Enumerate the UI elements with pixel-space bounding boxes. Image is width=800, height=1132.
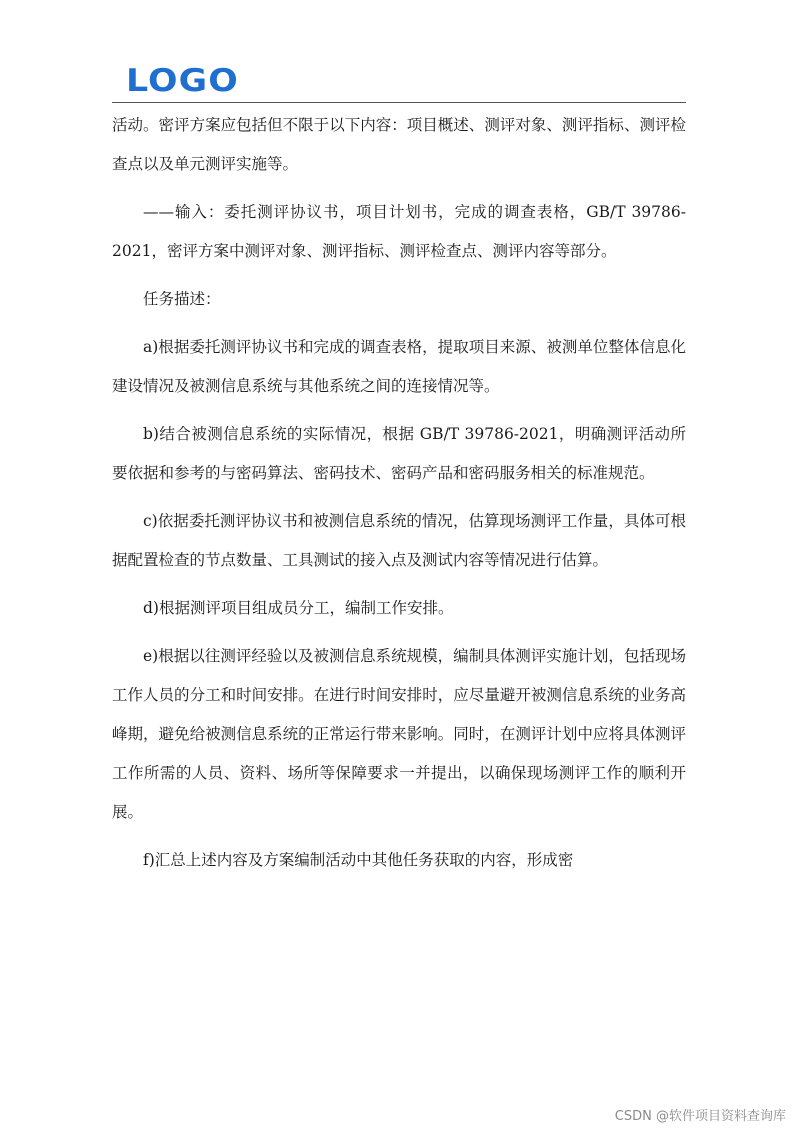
paragraph-item-c: c)依据委托测评协议书和被测信息系统的情况，估算现场测评工作量，具体可根据配置检查的节点数量、工具测试的接入点及测试内容等情况进行估算。 <box>112 512 686 569</box>
paragraph-item-f: f)汇总上述内容及方案编制活动中其他任务获取的内容，形成密 <box>143 851 574 869</box>
logo: LOGO <box>126 63 239 99</box>
watermark: CSDN @软件项目资料查询库 <box>614 1109 786 1124</box>
paragraph-task-heading: 任务描述： <box>143 290 221 308</box>
page-header <box>112 60 686 103</box>
paragraph-item-d: d)根据测评项目组成员分工，编制工作安排。 <box>143 599 454 617</box>
paragraph-item-a: a)根据委托测评协议书和完成的调查表格，提取项目来源、被测单位整体信息化建设情况及被测信息系统与其他系统之间的连接情况等。 <box>112 338 686 395</box>
paragraph-item-e: e)根据以往测评经验以及被测信息系统规模，编制具体测评实施计划，包括现场工作人员的分工和时间安排。在进行时间安排时，应尽量避开被测信息系统的业务高峰期，避免给被测信息系统的正常运行带来影响。同时，在测评计划中应将具体测评工作所需的人员、资料、场所等保障要求一并提出，以确保现场测评工作的顺利开展。 <box>112 647 686 821</box>
paragraph-item-b: b)结合被测信息系统的实际情况，根据 GB/T 39786-2021，明确测评活动所要依据和参考的与密码算法、密码技术、密码产品和密码服务相关的标准规范。 <box>112 425 686 482</box>
paragraph-continuation: 活动。密评方案应包括但不限于以下内容：项目概述、测评对象、测评指标、测评检查点以及单元测评实施等。 <box>112 116 686 173</box>
document-body <box>112 106 686 880</box>
paragraph-input: ——输入：委托测评协议书，项目计划书，完成的调查表格，GB/T 39786-2021，密评方案中测评对象、测评指标、测评检查点、测评内容等部分。 <box>112 203 686 260</box>
